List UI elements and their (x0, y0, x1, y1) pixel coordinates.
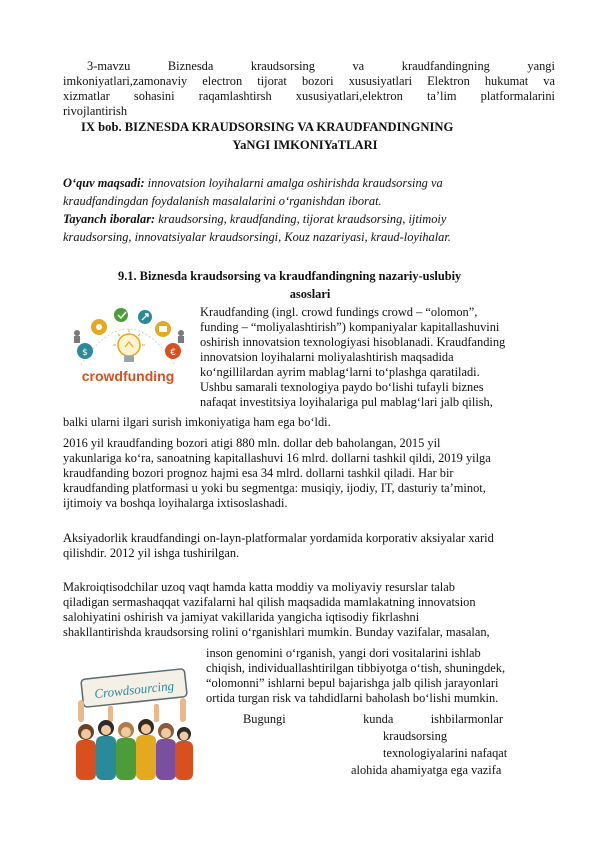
goal-line-2: kraudfandingdan foydalanish masalalarini o‘rganishdan iborat. (63, 194, 382, 208)
para1-line: oshirish innovatsion texnologiyasi hisoblanadi. Kraudfanding (200, 335, 506, 349)
para1-line: Ushbu samarali texnologiya paydo bo‘lishi tufayli biznes (200, 380, 484, 394)
crowdsourcing-illustration (68, 652, 198, 782)
crowdfunding-illustration (63, 303, 194, 389)
section-title-line-2: asoslari (289, 287, 331, 301)
crowdsourcing-label: Crowdsourcing (93, 677, 175, 702)
para1-tail: balki ularni ilgari surish imkoniyatiga ham ega bo‘ldi. (63, 415, 331, 429)
section-title-line-1: 9.1. Biznesda kraudsorsing va kraudfandingning nazariy-uslubiy (118, 269, 462, 283)
para4-wrapped-line: inson genomini o‘rganish, yangi dori vositalarini ishlab (206, 646, 481, 660)
chapter-title-line-1: IX bob. BIZNESDA KRAUDSORSING VA KRAUDFANDINGNING (81, 120, 454, 134)
para2 (63, 436, 558, 511)
para2-line: ijtimoiy va boshqa loyihalarga ixtisoslashadi. (63, 496, 288, 510)
goal-text: innovatsion loyihalarni amalga oshirishda kraudsorsing va (144, 176, 443, 190)
intro-line-1 (87, 59, 555, 74)
intro-word: kraudfandingning (401, 59, 490, 73)
keywords-line-2: kraudsorsing, innovatsiyalar kraudsorsingi, Kouz nazariyasi, kraud-loyihalar. (63, 230, 451, 244)
para4-wrapped (206, 646, 561, 706)
crowdfunding-graphic (63, 303, 194, 389)
keywords-line-1 (63, 212, 446, 227)
svg-text:€: € (170, 348, 176, 358)
para1-line: innovatsion loyihalarni moliyalashtirish maqsadida (200, 350, 454, 364)
para1-line: ko‘ngillilardan ayrim mablag‘larni to‘plashga qaratiladi. (200, 365, 480, 379)
para4-line: Makroiqtisodchilar uzoq vaqt hamda katta moddiy va moliyaviy resurslar talab (63, 580, 455, 594)
para1-line: Kraudfanding (ingl. crowd fundings crowd – “olomon”, (200, 305, 478, 319)
para4-wrapped-line: ortida turgan risk va tahdidlarni baholash bo‘lishi mumkin. (206, 691, 499, 705)
intro-word: Biznesda (167, 59, 214, 73)
intro-word: kraudsorsing (250, 59, 315, 73)
para2-line: 2016 yil kraudfanding bozori atigi 880 mln. dollar deb baholangan, 2015 yil (63, 436, 441, 450)
para1-wrapped (200, 305, 560, 410)
intro-line-2: imkoniyatlari,zamonaviy electron tijorat bozori xususiyatlari Elektron hukumat va (63, 74, 555, 88)
para4 (63, 580, 558, 640)
para5-word: Bugungi (243, 712, 286, 726)
para4-wrapped-line: chiqish, individuallashtirilgan tibbiyotga o‘tish, shuningdek, (206, 661, 506, 675)
chapter-title-line-2: YaNGI IMKONIYaTLARI (232, 138, 378, 152)
goal-line-1 (63, 176, 443, 191)
crowdsourcing-graphic (68, 652, 198, 782)
para2-line: kraudfanding platformasi u yoki bu segmentga: musiqiy, ijodiy, IT, dasturiy ta’minot, (63, 481, 486, 495)
intro-word: yangi (527, 59, 555, 73)
para2-line: kraudfanding bozori prognoz hajmi esa 34 mlrd. dollarni tashkil qiladi. Har bir (63, 466, 454, 480)
para4-line: qiladigan sermashaqqat vazifalarni hal qilish maqsadida mamlakatning innovatsion (63, 595, 476, 609)
para3-line: Aksiyadorlik kraudfandingi on-layn-platformalar yordamida korporativ aksiyalar xarid (63, 531, 494, 545)
para1-line: funding – “moliyalashtirish”) kompaniyalar kapitallashuvini (200, 320, 500, 334)
para4-line: shakllantirishda kraudsorsing rolini o‘rganishlari mumkin. Bunday vazifalar, masalan, (63, 625, 490, 639)
goal-label: O‘quv maqsadi: (63, 176, 145, 190)
para5-row-2: kraudsorsing (383, 729, 448, 743)
keywords-label: Tayanch iboralar: (63, 212, 156, 226)
para5-word: kunda (363, 712, 394, 726)
para1-line: nafaqat investitsiya loyihalariga pul mablag‘lari jalb qilish, (200, 395, 493, 409)
para5-row-4: alohida ahamiyatga ega vazifa (351, 763, 502, 777)
crowdfunding-label: crowdfunding (81, 368, 175, 384)
para5-row-3: texnologiyalarini nafaqat (383, 746, 508, 760)
para4-wrapped-line: “olomonni” ishlarni bepul bajarishga jalb qilish jarayonlari (206, 676, 499, 690)
para3 (63, 531, 558, 561)
para4-line: salohiyatini oshirish va jamiyat vakillarida yangicha iqtisodiy fikrlashni (63, 610, 420, 624)
intro-line-4: rivojlantirish (63, 104, 128, 118)
para5-word: ishbilarmonlar (430, 712, 503, 726)
intro-word: va (352, 59, 365, 73)
intro-line-3: xizmatlar sohasini raqamlashtirsh xususiyatlari,elektron ta’lim platformalarini (63, 89, 555, 103)
svg-text:$: $ (82, 348, 88, 358)
para3-line: qilishdir. 2012 yil ishga tushirilgan. (63, 546, 240, 560)
intro-word: 3-mavzu (87, 59, 131, 73)
para5-row-1 (243, 712, 503, 727)
keywords-text: kraudsorsing, kraudfanding, tijorat kraudsorsing, ijtimoiy (155, 212, 447, 226)
para2-line: yakunlariga ko‘ra, sanoatning kapitallashuvi 16 mlrd. dollarni tashkil qildi, 2019 yilga (63, 451, 491, 465)
